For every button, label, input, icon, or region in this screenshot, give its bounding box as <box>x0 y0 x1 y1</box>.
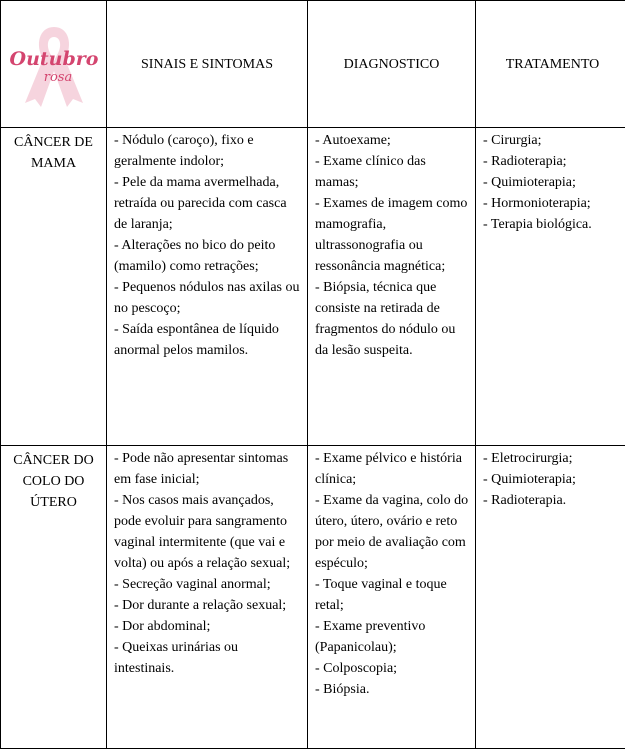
list-item: - Quimioterapia; <box>483 469 623 490</box>
list-item: - Autoexame; <box>315 130 469 151</box>
list-item: - Radioterapia; <box>483 151 623 172</box>
list-item: - Nos casos mais avançados, pode evoluir para sangramento vaginal intermitente (que vai e volta) ou após a relação sexual; <box>114 490 301 574</box>
list-item: - Biópsia. <box>315 679 469 700</box>
list-item: - Colposcopia; <box>315 658 469 679</box>
row-cancer-mama <box>1 128 625 446</box>
header-row <box>1 1 625 128</box>
header-sinais-text: SINAIS E SINTOMAS <box>107 54 307 75</box>
logo-text-rosa: rosa <box>43 70 71 85</box>
list-item: - Exame pélvico e história clínica; <box>315 448 469 490</box>
list-item: - Exame preventivo (Papanicolau); <box>315 616 469 658</box>
pink-ribbon-icon <box>9 19 99 109</box>
list-item: - Dor durante a relação sexual; <box>114 595 301 616</box>
list-item: - Secreção vaginal anormal; <box>114 574 301 595</box>
tratamento-cell <box>476 446 625 749</box>
logo-cell <box>1 1 107 128</box>
list-item: - Pele da mama avermelhada, retraída ou parecida com casca de laranja; <box>114 172 301 235</box>
list-item: - Nódulo (caroço), fixo e geralmente indolor; <box>114 130 301 172</box>
list-item: - Toque vaginal e toque retal; <box>315 574 469 616</box>
list-item: - Radioterapia. <box>483 490 623 511</box>
list-item: - Pode não apresentar sintomas em fase inicial; <box>114 448 301 490</box>
sinais-cell <box>107 128 308 446</box>
list-item: - Exames de imagem como mamografia, ultrassonografia ou ressonância magnética; <box>315 193 469 277</box>
row-cancer-colo-utero <box>1 446 625 749</box>
list-item: - Terapia biológica. <box>483 214 623 235</box>
list-item: - Exame clínico das mamas; <box>315 151 469 193</box>
row-label: CÂNCER DO COLO DO ÚTERO <box>1 446 107 749</box>
list-item: - Dor abdominal; <box>114 616 301 637</box>
outubro-rosa-logo <box>1 1 106 127</box>
sinais-cell <box>107 446 308 749</box>
diagnostico-cell <box>308 128 476 446</box>
list-item: - Eletrocirurgia; <box>483 448 623 469</box>
diagnostico-cell <box>308 446 476 749</box>
header-tratamento <box>476 1 625 128</box>
header-tratamento-text: TRATAMENTO <box>476 54 625 75</box>
row-label: CÂNCER DE MAMA <box>1 128 107 446</box>
list-item: - Quimioterapia; <box>483 172 623 193</box>
logo-text-outubro: Outubro <box>9 48 98 70</box>
list-item: - Queixas urinárias ou intestinais. <box>114 637 301 679</box>
list-item: - Pequenos nódulos nas axilas ou no pescoço; <box>114 277 301 319</box>
list-item: - Exame da vagina, colo do útero, útero, ovário e reto por meio de avaliação com espéculo; <box>315 490 469 574</box>
list-item: - Hormonioterapia; <box>483 193 623 214</box>
tratamento-cell <box>476 128 625 446</box>
list-item: - Biópsia, técnica que consiste na retirada de fragmentos do nódulo ou da lesão suspeita. <box>315 277 469 361</box>
header-diagnostico-text: DIAGNOSTICO <box>308 54 475 75</box>
list-item: - Cirurgia; <box>483 130 623 151</box>
header-sinais <box>107 1 308 128</box>
list-item: - Saída espontânea de líquido anormal pelos mamilos. <box>114 319 301 361</box>
header-diagnostico <box>308 1 476 128</box>
list-item: - Alterações no bico do peito (mamilo) como retrações; <box>114 235 301 277</box>
